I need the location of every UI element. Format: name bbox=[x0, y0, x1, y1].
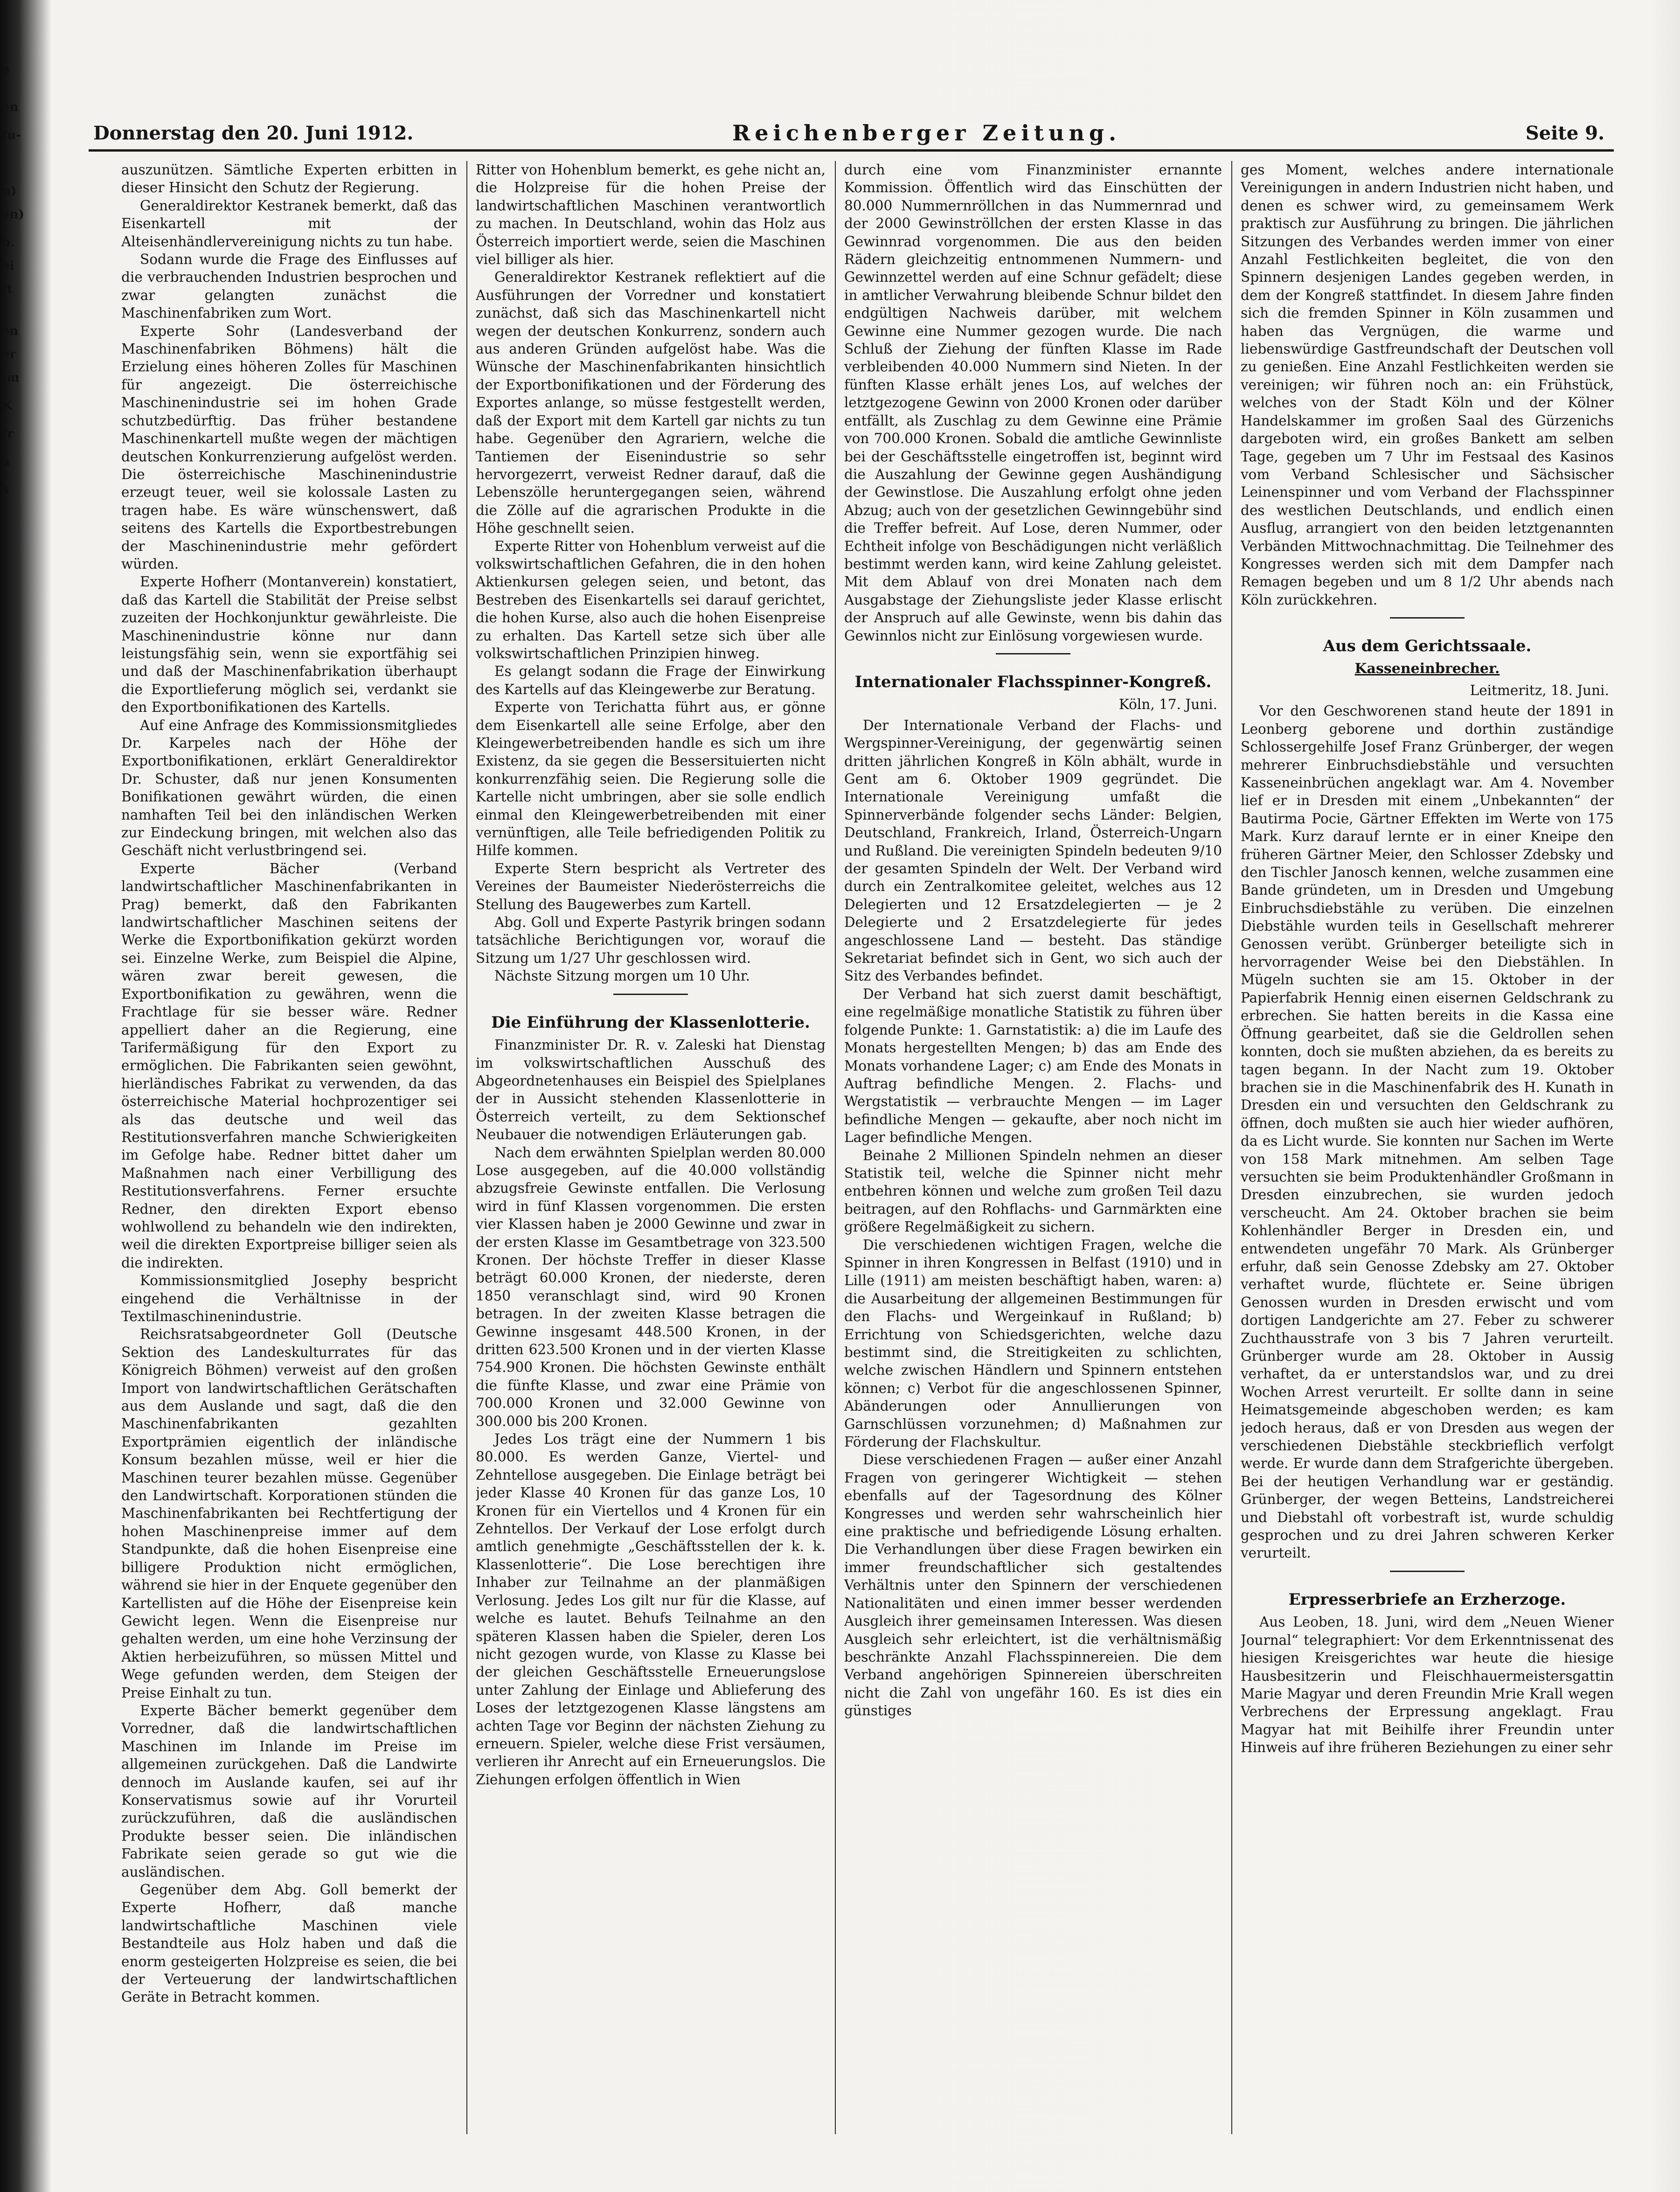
article-paragraph: Gegenüber dem Abg. Goll bemerkt der Experte Hofherr, daß manche landwirtschaftliche Maschinen viele Bestandteile aus Holz haben und daß die enorm gesteigerten Holzpreise es seien, die bei der Verteuerung der landwirtschaftlichen Geräte in Betracht kommen. bbox=[121, 1882, 457, 2005]
newspaper-title: Reichenberger Zeitung. bbox=[732, 120, 1121, 146]
article-paragraph: Nächste Sitzung morgen um 10 Uhr. bbox=[494, 968, 750, 984]
article-paragraph: Ritter von Hohenblum bemerkt, es gehe nicht an, die Holzpreise für die hohen Preise der landwirtschaftlichen Maschinen verantwortlich zu machen. In Deutschland, wohin das Holz aus Österreich importiert werde, seien die Maschinen viel billiger als hier. bbox=[476, 162, 826, 268]
article-paragraph: Generaldirektor Kestranek reflektiert auf die Ausführungen der Vorredner und konstatiert zunächst, daß sich das Maschinenkartell nicht wegen der deutschen Konkurrenz, sondern auch aus anderen Gründen aufgelöst habe. Was die Wünsche der Maschinenfabrikanten hinsichtlich der Exportbonifikationen und der Förderung des Exportes anlange, so müsse festgestellt werden, daß der Export mit dem Kartell gar nichts zu tun habe. Gegenüber den Agrariern, welche die Tantiemen der Eisenindustrie so sehr hervorgezerrt, verweist Redner darauf, daß die Lebenszölle heruntergegangen seien, während die Zölle auf die agrarischen Produkte in die Höhe geschnellt seien. bbox=[476, 269, 826, 536]
edge-line: im bbox=[2, 371, 20, 385]
section-separator bbox=[613, 994, 688, 995]
article-paragraph: durch eine vom Finanzminister ernannte Kommission. Öffentlich wird das Einschütten der 80.000 Nummernröllchen in das Nummernrad und der 2000 Gewinströllchen der ersten Klasse in das Gewinnrad vorgenommen. Die aus den beiden Rädern gleichzeitig entnommenen Nummern- und Gewinnzettel werden auf eine Schnur gefädelt; diese in amtlicher Verwahrung bleibende Schnur bildet den endgültigen Nachweis darüber, mit welchem Gewinne eine Nummer gezogen wurde. Die nach Schluß der Ziehung der fünften Klasse im Rade verbleibenden 40.000 Nummern sind Nieten. In der fünften Klasse erhält jenes Los, auf welches der letztgezogene Gewinn von 2000 Kronen oder darüber entfällt, als Zuschlag zu dem Gewinne eine Prämie von 700.000 Kronen. Sobald die amtliche Gewinnliste bei der Geschäftsstelle eingetroffen ist, beginnt wird die Auszahlung der Gewinne gegen Aushändigung der Gewinstlose. Die Auszahlung erfolgt ohne jeden Abzug; auch von der gesetzlichen Gewinngebühr sind die Treffer befreit. Auf Lose, deren Nummer, oder Echtheit infolge von Beschädigungen nicht verläßlich bestimmt werden kann, wird keine Zahlung geleistet. Mit dem Ablauf von drei Monaten nach dem Ausgabstage der Ziehungsliste jeder Klasse erlischt der Anspruch auf alle Gewinste, wenn bis dahin das Gewinnlos nicht zur Einlösung vorgewiesen wurde. bbox=[844, 162, 1222, 644]
article-paragraph: Reichsratsabgeordneter Goll (Deutsche Sektion des Landeskulturrates für das Königreich Böhmen) verweist auf den großen Import von landwirtschaftlichen Gerätschaften aus dem Auslande und sagt, daß die den Maschinenfabrikanten gezahlten Exportprämien eigentlich der inländische Konsum bezahlen müsse, weil er hier die Maschinen teurer bezahlen müsse. Gegenüber den Landwirtschaft. Korporationen stünden die Maschinenfabrikanten bei Rechtfertigung der hohen Maschinenpreise immer auf dem Standpunkte, daß die hohen Eisenpreise eine billigere Produktion nicht ermöglichen, während sie hier in der Enquete gegenüber den Kartellisten auf die Höhe der Eisenpreise kein Gewicht legen. Wenn die Eisenpreise nur gehalten werden, um eine hohe Verzinsung der Aktien herbeizuführen, so müssen Mittel und Wege gefunden werden, dem Steigen der Preise Einhalt zu tun. bbox=[121, 1326, 457, 1701]
article-subheadline: Kasseneinbrecher. bbox=[1354, 660, 1500, 677]
article-paragraph: Experte Hofherr (Montanverein) konstatiert, daß das Kartell die Stabilität der Preise selbst zuzeiten der Hochkonjunktur gewährleiste. Die Maschinenindustrie könne nur dann leistungsfähig sein, wenn sie exportfähig sei und daß der Maschinenfabrikation überhaupt die Exportlieferung möglich sei, verdankt sie den Exportbonifikationen des Kartells. bbox=[121, 574, 457, 716]
column-4 bbox=[1241, 161, 1614, 2143]
left-edge-fragment bbox=[0, 0, 47, 2192]
article-headline: Internationaler Flachsspinner-Kongreß. bbox=[854, 672, 1212, 691]
section-separator bbox=[1390, 617, 1465, 619]
article-paragraph: Nach dem erwähnten Spielplan werden 80.000 Lose ausgegeben, auf die 40.000 vollständig abzugsfreie Gewinste entfallen. Die Verlosung wird in fünf Klassen vorgenommen. Die ersten vier Klassen haben je 2000 Gewinne und zwar in der ersten Klasse im Gesamtbetrage von 323.500 Kronen. Der höchste Treffer in dieser Klasse beträgt 60.000 Kronen, der niederste, deren 1850 veranschlagt sind, wird 90 Kronen betragen. In der zweiten Klasse betragen die Gewinne insgesamt 448.500 Kronen, in der dritten 623.500 Kronen und in der vierten Klasse 754.900 Kronen. Die höchsten Gewinste enthält die fünfte Klasse, und zwar eine Prämie von 700.000 Kronen und 32.000 Gewinne von 300.000 bis 200 Kronen. bbox=[476, 1144, 826, 1429]
section-separator bbox=[1390, 1571, 1465, 1572]
article-paragraph: Die verschiedenen wichtigen Fragen, welche die Spinner in ihren Kongressen in Belfast (1910) und in Lille (1911) am meisten beschäftigt haben, waren: a) die Ausarbeitung der allgemeinen Bestimmungen für den Flachs- und Wergeinkauf in Rußland; b) Errichtung von Schiedsgerichten, welche dazu bestimmt sind, die Streitigkeiten zu schlichten, welche zwischen Händlern und Spinnern entstehen können; c) Verbot für die angeschlossenen Spinner, Abänderungen oder Annullierungen von Garnschlüssen vorzunehmen; d) Maßnahmen zur Förderung der Flachskultur. bbox=[844, 1237, 1222, 1450]
edge-line: fu- bbox=[2, 128, 21, 142]
edge-line: n) bbox=[2, 184, 17, 198]
edge-line: en bbox=[2, 100, 19, 114]
article-paragraph: Finanzminister Dr. R. v. Zaleski hat Dienstag im volkswirtschaftlichen Ausschuß des Abgeordnetenhauses ein Beispiel des Spielplanes der in Aussicht stehenden Klassenlotterie in Österreich verteilt, zu dem Sektionschef Neubauer die notwendigen Erläuterungen gab. bbox=[476, 1037, 826, 1143]
edge-line: b. bbox=[2, 236, 15, 250]
article-paragraph: Experte von Terichatta führt aus, er gönne dem Eisenkartell alle seine Erfolge, aber den Kleingewerbetreibenden handle es sich um ihre Existenz, da sie gegen die Bessersituierten nicht konkurrenzfähig seien. Die Regierung solle die Kartelle nicht umbringen, aber sie solle endlich einmal den Kleingewerbetreibenden mit einer vernünftigen, alle Teile befriedigenden Politik zu Hilfe kommen. bbox=[476, 699, 826, 859]
article-paragraph: Generaldirektor Kestranek bemerkt, daß das Eisenkartell mit der Alteisenhändlervereinigung nichts zu tun habe. bbox=[121, 197, 457, 250]
section-headline: Aus dem Gerichtssaale. bbox=[1323, 637, 1532, 656]
article-paragraph: ges Moment, welches andere internationale Vereinigungen in andern Industrien nicht haben, und denen es schwer wird, zu gemeinsamem Werk praktisch zur Ausführung zu bringen. Die jährlichen Sitzungen des Verbandes werden immer von einer Anzahl Festlichkeiten begleitet, die von den Spinnern desjenigen Landes gegeben werden, in dem der Kongreß stattfindet. In diesem Jahre finden sich die fremden Spinner in Köln zusammen und haben das Vergnügen, die warme und liebenswürdige Gastfreundschaft der Deutschen voll zu genießen. Eine Anzahl Festlichkeiten werden sie vereinigen; wir führen noch an: ein Frühstück, welches von der Stadt Köln und der Kölner Handelskammer im großen Saal des Gürzenichs dargeboten wird, ein großes Bankett am selben Tage, gegeben um 7 Uhr im Festsaal des Kasinos vom Verband Schlesischer und Sächsischer Leinenspinner und vom Verband der Flachsspinner des westlichen Deutschlands, und endlich einen Ausflug, arrangiert von den beiden letztgenannten Verbänden Mittwochnachmittag. Die Teilnehmer des Kongresses werden sich mit dem Dampfer nach Remagen begeben und um 8 1/2 Uhr abends nach Köln zurückkehren. bbox=[1241, 162, 1614, 608]
column-rule bbox=[1231, 161, 1232, 2134]
article-paragraph: Es gelangt sodann die Frage der Einwirkung des Kartells auf das Kleingewerbe zur Beratung. bbox=[476, 663, 826, 697]
article-paragraph: Experte Ritter von Hohenblum verweist auf die volkswirtschaftlichen Gefahren, die in den hohen Aktienkursen gelegen seien, und betont, das Bestreben des Eisenkartells sei darauf gerichtet, die hohen Kurse, also auch die hohen Eisenpreise zu erhalten. Das Kartell setze sich über alle volkswirtschaftlichen Prinzipien hinweg. bbox=[476, 538, 826, 661]
article-paragraph: Auf eine Anfrage des Kommissionsmitgliedes Dr. Karpeles nach der Höhe der Exportbonifikationen, erklärt Generaldirektor Dr. Schuster, daß nur jenen Konsumenten Bonifikationen gewährt würden, die einen namhaften Teil bei den inländischen Werken zur Eindeckung bringen, mit welchen also das Geschäft nicht verlustbringend sei. bbox=[121, 717, 457, 859]
column-1 bbox=[121, 161, 457, 2143]
article-paragraph: Experte Bächer (Verband landwirtschaftlicher Maschinenfabrikanten in Prag) bemerkt, daß den Fabrikanten landwirtschaftlicher Maschinen seitens der Werke die Exportbonifikation gekürzt worden sei. Einzelne Werke, zum Beispiel die Alpine, wären zwar bereit gewesen, die Exportbonifikation zu gewähren, wenn die Frachtlage für sie besser wäre. Redner appelliert daher an die Regierung, eine Tarifermäßigung für den Export zu ermöglichen. Die Fabrikanten seien gewöhnt, hierländisches Fabrikat zu verwenden, da das österreichische Material hochprozentiger sei als das deutsche und weil das Restitutionsverfahren manche Schwierigkeiten im Gefolge habe. Redner bittet daher um Maßnahmen nach einer Verbilligung des Restitutionsverfahrens. Ferner ersuchte Redner, den direkten Export ebenso wohlwollend zu behandeln wie den indirekten, weil die direkten Exportpreise billiger seien als die indirekten. bbox=[121, 860, 457, 1271]
article-paragraph: Der Internationale Verband der Flachs- und Wergspinner-Vereinigung, der gegenwärtig seinen dritten jährlichen Kongreß in Köln abhält, wurde in Gent am 6. Oktober 1909 gegründet. Die Internationale Vereinigung umfaßt die Spinnerverbände folgender sechs Länder: Belgien, Deutschland, Frankreich, Irland, Österreich-Ungarn und Rußland. Die vereinigten Spindeln bedeuten 9/10 der gesamten Spindeln der Welt. Der Verband wird durch ein Zentralkomitee geleitet, welches aus 12 Delegierten und 12 Ersatzdelegierten — je 2 Delegierte und 2 Ersatzdelegierte für jedes angeschlossene Land — besteht. Das ständige Sekretariat befindet sich in Gent, wo sich auch der Sitz des Verbandes befindet. bbox=[844, 717, 1222, 984]
column-3 bbox=[844, 161, 1222, 2143]
edge-line: a bbox=[2, 455, 10, 469]
edge-line: e bbox=[2, 63, 10, 77]
article-dateline: Leitmeritz, 18. Juni. bbox=[1470, 682, 1609, 698]
article-paragraph: Experte Sohr (Landesverband der Maschinenfabriken Böhmens) hält die Erzielung eines höheren Zolles für Maschinen für angezeigt. Die österreichische Maschinenindustrie sei im hohen Grade schutzbedürftig. Das früher bestandene Maschinenkartell mußte wegen der mächtigen deutschen Konkurrenzierung aufgelöst werden. Die österreichische Maschinenindustrie erzeugt teuer, weil sie kolossale Lasten zu tragen habe. Es wäre wünschenswert, daß seitens des Kartells die Exportbestrebungen der Maschinenindustrie mehr gefördert würden. bbox=[121, 323, 457, 572]
article-paragraph: Experte Bächer bemerkt gegenüber dem Vorredner, daß die landwirtschaftlichen Maschinen im Inlande im Preise im allgemeinen zurückgehen. Daß die Landwirte dennoch im Auslande kaufen, sei auf ihr Konservatismus sowie auf ihr Vorurteil zurückzuführen, daß die ausländischen Produkte besser seien. Die inländischen Fabrikate seien gerade so gut wie die ausländischen. bbox=[121, 1702, 457, 1880]
column-rule bbox=[466, 161, 467, 2134]
article-paragraph: Kommissionsmitglied Josephy bespricht eingehend die Verhältnisse in der Textilmaschinenindustrie. bbox=[121, 1273, 457, 1324]
column-rule bbox=[835, 161, 836, 2134]
article-paragraph: Der Verband hat sich zuerst damit beschäftigt, eine regelmäßige monatliche Statistik zu führen über folgende Punkte: 1. Garnstatistik: a) die im Laufe des Monats hergestellten Mengen; b) das am Ende des Monats vorhandene Lager; c) am Ende des Monats in Auftrag befindliche Mengen. 2. Flachs- und Wergstatistik — verbrauchte Mengen — im Lager befindliche Mengen — gekaufte, aber noch nicht im Lager befindliche Mengen. bbox=[844, 986, 1222, 1146]
edge-line: fr bbox=[2, 427, 14, 441]
edge-line: s bbox=[2, 483, 9, 497]
issue-date: Donnerstag den 20. Juni 1912. bbox=[93, 122, 414, 144]
edge-line: ft bbox=[2, 282, 13, 296]
edge-line: er bbox=[2, 348, 16, 362]
article-paragraph: Beinahe 2 Millionen Spindeln nehmen an dieser Statistik teil, welche die Spinner nicht mehr entbehren können und welche zum großen Teil dazu beitragen, auf den Rohflachs- und Garnmärkten eine größere Regelmäßigkeit zu sichern. bbox=[844, 1147, 1222, 1235]
edge-line: en bbox=[2, 324, 19, 338]
edge-line: K bbox=[2, 399, 13, 413]
edge-line: ei bbox=[2, 259, 14, 273]
article-paragraph: auszunützen. Sämtliche Experten erbitten in dieser Hinsicht den Schutz der Regierung. bbox=[121, 162, 457, 196]
article-paragraph: Vor den Geschworenen stand heute der 1891 in Leonberg geborene und dorthin zuständige Schlossergehilfe Josef Franz Grünberger, der wegen mehrerer Einbruchsdiebstähle und versuchten Kasseneinbrüchen angeklagt war. Am 4. November lief er in Dresden mit einem „Unbekannten“ der Bautirma Pocie, Gärtner Effekten im Werte von 175 Mark. Kurz darauf lernte er in einer Kneipe den früheren Gärtner Meier, den Schlosser Zdebsky und den Tischler Janosch kennen, welche zusammen eine Bande gründeten, um in Dresden und Umgebung Einbruchsdiebstähle zu verüben. Die einzelnen Diebstähle wurden teils in Gesellschaft mehrerer Genossen verübt. Grünberger beteiligte sich in hervorragender Weise bei den Diebstählen. In Mügeln suchten sie am 15. Oktober in der Papierfabrik Hennig einen eisernen Geldschrank zu erbrechen. Sie hatten bereits in die Kassa eine Öffnung gearbeitet, daß sie die Geldrollen sehen konnten, doch sie mußten abziehen, da es bereits zu tagen begann. In der Nacht zum 19. Oktober brachen sie in die Maschinenfabrik des H. Kunath in Dresden ein und versuchten den Geldschrank zu öffnen, doch mußten sie auch hier wieder aufhören, da es Licht wurde. Sie konnten nur Sachen im Werte von 158 Mark mitnehmen. Am selben Tage versuchten sie beim Produktenhändler Großmann in Dresden einzubrechen, sie wurden jedoch verscheucht. Am 24. Oktober brachen sie beim Kohlenhändler Berger in Dresden ein, und entwendeten ungefähr 70 Mark. Als Grünberger erfuhr, daß sein Genosse Zdebsky am 27. Oktober verhaftet wurde, flüchtete er. Seine übrigen Genossen wurden in Dresden erwischt und vom dortigen Landgerichte am 27. Feber zu schwerer Zuchthausstrafe von 3 bis 7 Jahren verurteilt. Grünberger wurde am 28. Oktober in Aussig verhaftet, da er unterstandslos war, und zu drei Wochen Arrest verurteilt. Er sollte dann in seine Heimatsgemeinde abgeschoben werden; es kam jedoch heraus, daß er von Dresden aus wegen der verschiedenen Diebstähle steckbrieflich verfolgt werde. Er wurde dann dem Strafgerichte übergeben. Bei der heutigen Verhandlung war er geständig. Grünberger, der wegen Betteins, Landstreicherei und Diebstahl oft vorbestraft ist, wurde schuldig gesprochen und zu drei Jahren schweren Kerker verurteilt. bbox=[1241, 703, 1614, 1561]
article-paragraph: Sodann wurde die Frage des Einflusses auf die verbrauchenden Industrien besprochen und zwar gelangten zunächst die Maschinenfabriken zum Wort. bbox=[121, 251, 457, 321]
article-paragraph: Experte Stern bespricht als Vertreter des Vereines der Baumeister Niederösterreichs die Stellung des Baugewerbes zum Kartell. bbox=[476, 860, 826, 912]
article-paragraph: Diese verschiedenen Fragen — außer einer Anzahl Fragen von geringerer Wichtigkeit — stehen ebenfalls auf der Tagesordnung des Kölner Kongresses und werden sehr wahrscheinlich hier eine praktische und befriedigende Lösung erhalten. Die Verhandlungen über diese Fragen bewirken ein immer freundschaftlicher sich gestaltendes Verhältnis unter den Spinnern der verschiedenen Nationalitäten und einen immer besser werdenden Ausgleich ihrer gemeinsamen Interessen. Was diesen Ausgleich sehr erleichtert, ist die verhältnismäßig beschränkte Anzahl Flachsspinnereien. Die dem Verband angehörigen Spinnereien überschreiten nicht die Zahl von ungefähr 160. Es ist dies ein günstiges bbox=[844, 1452, 1222, 1719]
section-separator bbox=[996, 653, 1070, 654]
article-paragraph: Aus Leoben, 18. Juni, wird dem „Neuen Wiener Journal“ telegraphiert: Vor dem Erkenntnissenat des hiesigen Kreisgerichtes war heute die hiesige Hausbesitzerin und Fleischhauermeistersgattin Marie Magyar und deren Freundin Mrie Krall wegen Verbrechens der Erpressung angeklagt. Frau Magyar hat mit Beihilfe ihrer Freundin unter Hinweis auf ihre früheren Beziehungen zu einer sehr bbox=[1241, 1614, 1614, 1756]
article-paragraph: Jedes Los trägt eine der Nummern 1 bis 80.000. Es werden Ganze, Viertel- und Zehntellose ausgegeben. Die Einlage beträgt bei jeder Klasse 40 Kronen für das ganze Los, 10 Kronen für ein Viertellos und 4 Kronen für ein Zehntellos. Der Verkauf der Lose erfolgt durch amtlich genehmigte „Geschäftsstellen der k. k. Klassenlotterie“. Die Lose berechtigen ihre Inhaber zur Teilnahme an der planmäßigen Verlosung. Jedes Los gilt nur für die Klasse, auf welche es lautet. Behufs Teilnahme an den späteren Klassen haben die Spieler, deren Los nicht gezogen wurde, von Klasse zu Klasse bei der gleichen Geschäftsstelle Erneuerungslose unter Zahlung der Einlage und Ablieferung des Loses der letztgezogenen Klasse längstens am achten Tage vor Beginn der nächsten Ziehung zu erneuern. Spieler, welche diese Frist versäumen, verlieren ihr Anrecht auf ein Erneuerungslos. Die Ziehungen erfolgen öffentlich in Wien bbox=[476, 1431, 826, 1788]
masthead bbox=[89, 122, 1614, 152]
article-paragraph: Abg. Goll und Experte Pastyrik bringen sodann tatsächliche Berichtigungen vor, worauf die Sitzung um 1/27 Uhr geschlossen wird. bbox=[476, 914, 826, 966]
article-dateline: Köln, 17. Juni. bbox=[1118, 696, 1217, 713]
edge-line: en) bbox=[2, 208, 24, 222]
article-headline: Die Einführung der Klassenlotterie. bbox=[491, 1013, 810, 1032]
page-number: Seite 9. bbox=[1525, 122, 1604, 144]
column-2 bbox=[476, 161, 826, 2143]
article-headline: Erpresserbriefe an Erzherzoge. bbox=[1288, 1590, 1566, 1609]
